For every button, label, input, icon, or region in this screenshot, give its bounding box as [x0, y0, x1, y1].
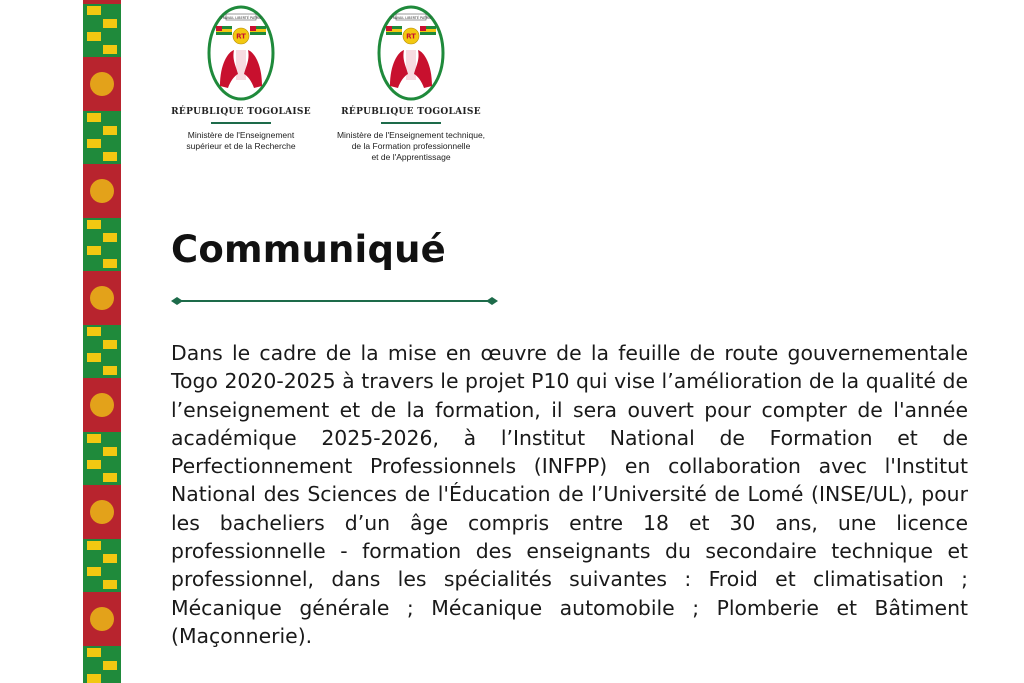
kente-yellow-check — [103, 473, 117, 482]
kente-medallion — [90, 286, 114, 310]
kente-yellow-check — [103, 45, 117, 54]
decorative-kente-strip — [83, 0, 121, 683]
emblem-initials: RT — [236, 32, 246, 41]
kente-yellow-check — [87, 541, 101, 550]
ministry-line: supérieur et de la Recherche — [186, 141, 296, 151]
motto-text: TRAVAIL LIBERTÉ PATRIE — [390, 16, 432, 20]
emblem-rule — [211, 122, 271, 124]
kente-yellow-check — [103, 152, 117, 161]
kente-medallion — [90, 72, 114, 96]
kente-yellow-check — [103, 19, 117, 28]
ministry-line: de la Formation professionnelle — [351, 141, 471, 151]
kente-yellow-check — [87, 113, 101, 122]
kente-yellow-check — [103, 366, 117, 375]
page-title: Communiqué — [171, 228, 446, 271]
kente-yellow-check — [87, 648, 101, 657]
kente-yellow-check — [103, 126, 117, 135]
emblem-rule — [381, 122, 441, 124]
kente-yellow-check — [87, 32, 101, 41]
kente-yellow-check — [103, 259, 117, 268]
kente-yellow-check — [87, 567, 101, 576]
kente-yellow-check — [103, 233, 117, 242]
title-divider — [171, 295, 498, 307]
country-name: RÉPUBLIQUE TOGOLAISE — [341, 107, 481, 117]
kente-yellow-check — [87, 246, 101, 255]
kente-medallion — [90, 607, 114, 631]
coat-of-arms-icon — [376, 4, 446, 102]
coat-of-arms-icon — [206, 4, 276, 102]
ministry-line: et de l'Apprentissage — [371, 152, 451, 162]
ministry-line: Ministère de l'Enseignement — [187, 130, 295, 140]
ministry-name — [326, 130, 496, 163]
kente-yellow-check — [87, 220, 101, 229]
kente-yellow-check — [103, 661, 117, 670]
kente-yellow-check — [87, 139, 101, 148]
kente-red-block — [83, 0, 121, 4]
kente-yellow-check — [103, 554, 117, 563]
kente-yellow-check — [87, 353, 101, 362]
kente-yellow-check — [87, 6, 101, 15]
communique-body: Dans le cadre de la mise en œuvre de la feuille de route gouvernementale Togo 2020-2025 à travers le projet P10 qui vise l’amélioration de la qualité de l’enseignement et de la formation, il sera ouvert pour compter de l'année académique 2025-2026, à l’Institut National de Formation et de Perfectionnement Professionnels (INFPP) en collaboration avec l'Institut National des Sciences de l'Éducation de l’Université de Lomé (INSE/UL), pour les bacheliers d’un âge compris entre 18 et 30 ans, une licence professionnelle - formation des enseignants du secondaire technique et professionnel, dans les spécialités suivantes : Froid et climatisation ; Mécanique générale ; Mécanique automobile ; Plomberie et Bâtiment (Maçonnerie). — [171, 341, 968, 648]
kente-yellow-check — [87, 434, 101, 443]
emblem-technical-education — [326, 4, 496, 163]
emblem-initials: RT — [406, 32, 416, 41]
kente-medallion — [90, 179, 114, 203]
kente-pattern — [83, 0, 121, 683]
kente-yellow-check — [103, 580, 117, 589]
kente-yellow-check — [87, 674, 101, 683]
kente-yellow-check — [87, 460, 101, 469]
ministry-line: Ministère de l'Enseignement technique, — [336, 130, 486, 140]
country-name: RÉPUBLIQUE TOGOLAISE — [171, 107, 311, 117]
ministry-name — [156, 130, 326, 152]
kente-medallion — [90, 500, 114, 524]
kente-medallion — [90, 393, 114, 417]
emblem-higher-education — [156, 4, 326, 152]
motto-text: TRAVAIL LIBERTÉ PATRIE — [220, 16, 262, 20]
kente-yellow-check — [103, 447, 117, 456]
kente-yellow-check — [103, 340, 117, 349]
kente-yellow-check — [87, 327, 101, 336]
